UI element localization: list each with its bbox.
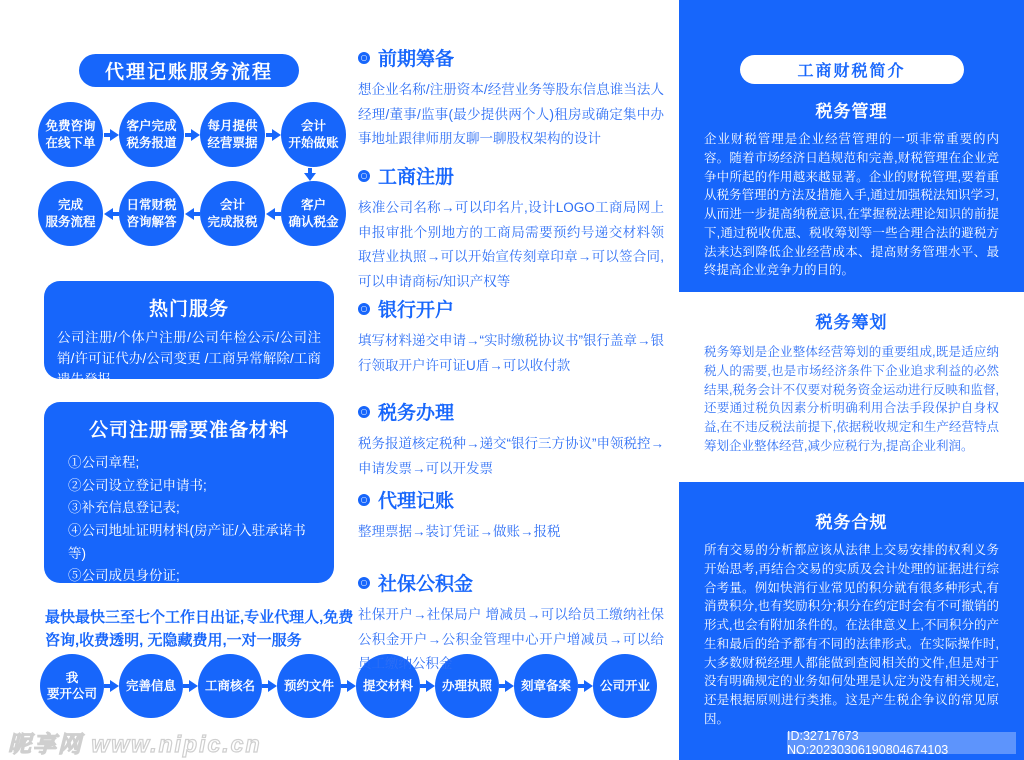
right-pill-title: 工商财税简介 <box>797 63 906 80</box>
arrow-right-icon <box>183 680 198 692</box>
flow-row-1 <box>38 102 346 167</box>
flow-step-label: 工商核名 <box>204 678 255 693</box>
section-heading <box>358 44 664 71</box>
flow-step-label: 会计 <box>300 119 326 134</box>
section-body: 社保开户→社保局户 增减员→可以给员工缴纳社保公积金开户→公积金管理中心开户增减员→可以给员工缴纳公积金 <box>358 607 664 672</box>
radio-bullet-icon <box>358 303 370 315</box>
section-heading <box>358 295 664 322</box>
flow-step-label: 确认税金 <box>288 214 339 229</box>
radio-bullet-icon <box>358 52 370 64</box>
flow-step <box>200 102 265 167</box>
radio-bullet-icon <box>358 494 370 506</box>
materials-item: ②公司设立登记申请书; <box>68 477 207 493</box>
flow-step-label: 咨询解答 <box>126 214 177 229</box>
section-heading <box>358 569 664 596</box>
flow-step-label: 完成 <box>57 198 83 213</box>
right-title-pill <box>740 55 964 84</box>
hot-services-title: 热门服务 <box>148 299 229 320</box>
section-body: 核准公司名称→可以印名片,设计LOGO工商局网上申报审批个别地方的工商局需要预约号递交材料领取营业执照→可以开始宣传刻章印章→可以签合同,可以申请商标/知识产权等 <box>358 200 664 289</box>
section-title: 银行开户 <box>378 300 455 321</box>
section-social-insurance <box>358 569 664 677</box>
radio-bullet-icon <box>358 170 370 182</box>
hot-services-body: 公司注册/个体户注册/公司年检公示/公司注销/许可证代办/公司变更 /工商异常解除/工商遗失登报 <box>57 330 321 387</box>
arrow-right-icon <box>499 680 514 692</box>
flow-step <box>119 181 184 246</box>
flow-step <box>40 654 104 718</box>
flow-step <box>281 181 346 246</box>
right-panel-top <box>679 0 1024 292</box>
id-badge: ID:32717673 NO:20230306190804674103 <box>787 732 1016 754</box>
flow-step-label: 免费咨询 <box>45 119 96 134</box>
flow-step-label: 提交材料 <box>362 678 413 693</box>
section-body: 想企业名称/注册资本/经营业务等股东信息谁当法人经理/董事/监事(最少提供两个人)租房或确定集中办事地址跟律师朋友聊一聊股权架构的设计 <box>358 82 664 147</box>
flow-step-label: 会计 <box>219 198 245 213</box>
flow-step <box>277 654 341 718</box>
arrow-down-icon <box>304 168 316 180</box>
flow-step-label: 要开公司 <box>46 687 97 701</box>
hot-services-box <box>44 281 334 387</box>
nipic-watermark: 昵享网 www.nipic.cn <box>8 731 262 757</box>
materials-item: ④公司地址证明材料(房产证/入驻承诺书等) <box>68 523 306 561</box>
flow-row-2 <box>38 181 346 246</box>
flow-step-label: 公司开业 <box>599 678 650 693</box>
flow-step-label: 开始做账 <box>288 135 339 150</box>
radio-bullet-icon <box>358 406 370 418</box>
arrow-left-icon <box>104 208 119 220</box>
flow-title-pill <box>79 54 299 87</box>
section-title: 前期筹备 <box>378 49 455 70</box>
arrow-right-icon <box>262 680 277 692</box>
tax-management-body: 企业财税管理是企业经营管理的一项非常重要的内容。随着市场经济日趋规范和完善,财税管理在企业竞争中所起的作用越来越显著。企业的财税管理,要着重从税务管理的方法及措施入手,通过加强税法知识学习,从而进一步提高纳税意识,在掌握税法理论知识的前提下,通过税收优惠、税收筹划等一些合理合法的避税方法来达到降低企业经营成本、提高财务管理水平、最终提高企业竞争力的目的。 <box>704 132 999 278</box>
tax-management-title: 税务管理 <box>815 102 888 121</box>
arrow-right-icon <box>104 680 119 692</box>
flow-step-label: 在线下单 <box>45 135 96 150</box>
section-heading <box>358 162 664 189</box>
section-tax-handling <box>358 398 664 481</box>
section-heading <box>358 486 664 513</box>
section-body: 税务报道核定税种→递交“银行三方协议”申领税控→申请发票→可以开发票 <box>358 436 664 476</box>
tax-compliance-title: 税务合规 <box>815 513 888 532</box>
flow-step-label: 客户 <box>300 198 326 213</box>
section-bank-account <box>358 295 664 378</box>
flow-step-label: 完成报税 <box>207 214 258 229</box>
arrow-right-icon <box>341 680 356 692</box>
flow-step-label: 每月提供 <box>207 119 258 134</box>
section-title: 工商注册 <box>378 167 455 188</box>
section-title: 代理记账 <box>378 491 455 512</box>
flow-step-label: 完善信息 <box>125 678 176 693</box>
flow-step <box>38 102 103 167</box>
arrow-right-icon <box>266 129 281 141</box>
materials-item: ⑤公司成员身份证; <box>68 568 180 584</box>
flow-step <box>119 102 184 167</box>
tax-compliance-body: 所有交易的分析都应该从法律上交易安排的权利义务开始思考,再结合交易的实质及会计处理的证据进行综合考量。例如快消行业常见的积分就有很多种形式,有消费积分,也有奖励积分;积分在约定时会有不可撤销的形式,也会有附加条件的。在法律意义上,不同积分的产生和最后的给予都有不同的法律形式。在实际操作时,大多数财税经理人都能做到查阅相关的文件,但是对于没有明确规定的业务如何处理是认定为没有相关规定,还是根据原则进行类推。这是产生税企争议的常见原因。 <box>704 543 999 726</box>
flow-step-label: 预约文件 <box>283 678 334 693</box>
arrow-right-icon <box>578 680 593 692</box>
arrow-right-icon <box>420 680 435 692</box>
materials-item: ⑥工商注册指定委托书。 <box>68 591 217 607</box>
service-tagline: 最快最快三至七个工作日出证,专业代理人,免费咨询,收费透明, 无隐藏费用,一对一服务 <box>45 609 354 649</box>
flow-step-label: 客户完成 <box>126 119 177 134</box>
materials-title: 公司注册需要准备材料 <box>88 420 289 441</box>
materials-item: ①公司章程; <box>68 455 140 470</box>
flow-step-label: 刻章备案 <box>520 678 571 693</box>
flow-step <box>38 181 103 246</box>
flow-step <box>281 102 346 167</box>
arrow-left-icon <box>185 208 200 220</box>
tax-planning-title: 税务筹划 <box>815 313 888 332</box>
section-preparation <box>358 44 664 152</box>
flow-step <box>119 654 183 718</box>
section-body: 填写材料递交申请→“实时缴税协议书”银行盖章→银行领取开户许可证U盾→可以收付款 <box>358 333 664 373</box>
section-title: 税务办理 <box>378 403 455 424</box>
right-panel-bottom <box>679 482 1024 760</box>
flow-step-label: 服务流程 <box>45 214 96 229</box>
flow-step <box>200 181 265 246</box>
arrow-left-icon <box>266 208 281 220</box>
radio-bullet-icon <box>358 577 370 589</box>
flow-step-label: 我 <box>65 670 79 685</box>
materials-box <box>44 402 334 607</box>
tax-planning-body: 税务筹划是企业整体经营筹划的重要组成,既是适应纳税人的需要,也是市场经济条件下企业追求利益的必然结果,税务会计不仅要对税务资金运动进行反映和监督,还要通过税负因素分析明确利用合法手段保护自身权益,在不违反税法前提下,依据税收规定和生产经营特点筹划企业整体经营,减少应税行为,提高企业利润。 <box>704 345 999 453</box>
section-heading <box>358 398 664 425</box>
flow-title: 代理记账服务流程 <box>104 62 273 83</box>
flow-step-label: 税务报道 <box>126 135 177 150</box>
tax-planning-section <box>679 292 1024 482</box>
flow-step-label: 日常财税 <box>126 198 177 213</box>
flow-step <box>198 654 262 718</box>
section-title: 社保公积金 <box>378 574 474 595</box>
section-business-registration <box>358 162 664 294</box>
section-body: 整理票据→装订凭证→做账→报税 <box>358 524 561 539</box>
arrow-right-icon <box>104 129 119 141</box>
flow-step-label: 经营票据 <box>207 135 258 150</box>
arrow-right-icon <box>185 129 200 141</box>
materials-list <box>68 452 316 611</box>
section-bookkeeping <box>358 486 664 545</box>
materials-item: ③补充信息登记表; <box>68 500 180 516</box>
flow-step-label: 办理执照 <box>441 678 492 693</box>
